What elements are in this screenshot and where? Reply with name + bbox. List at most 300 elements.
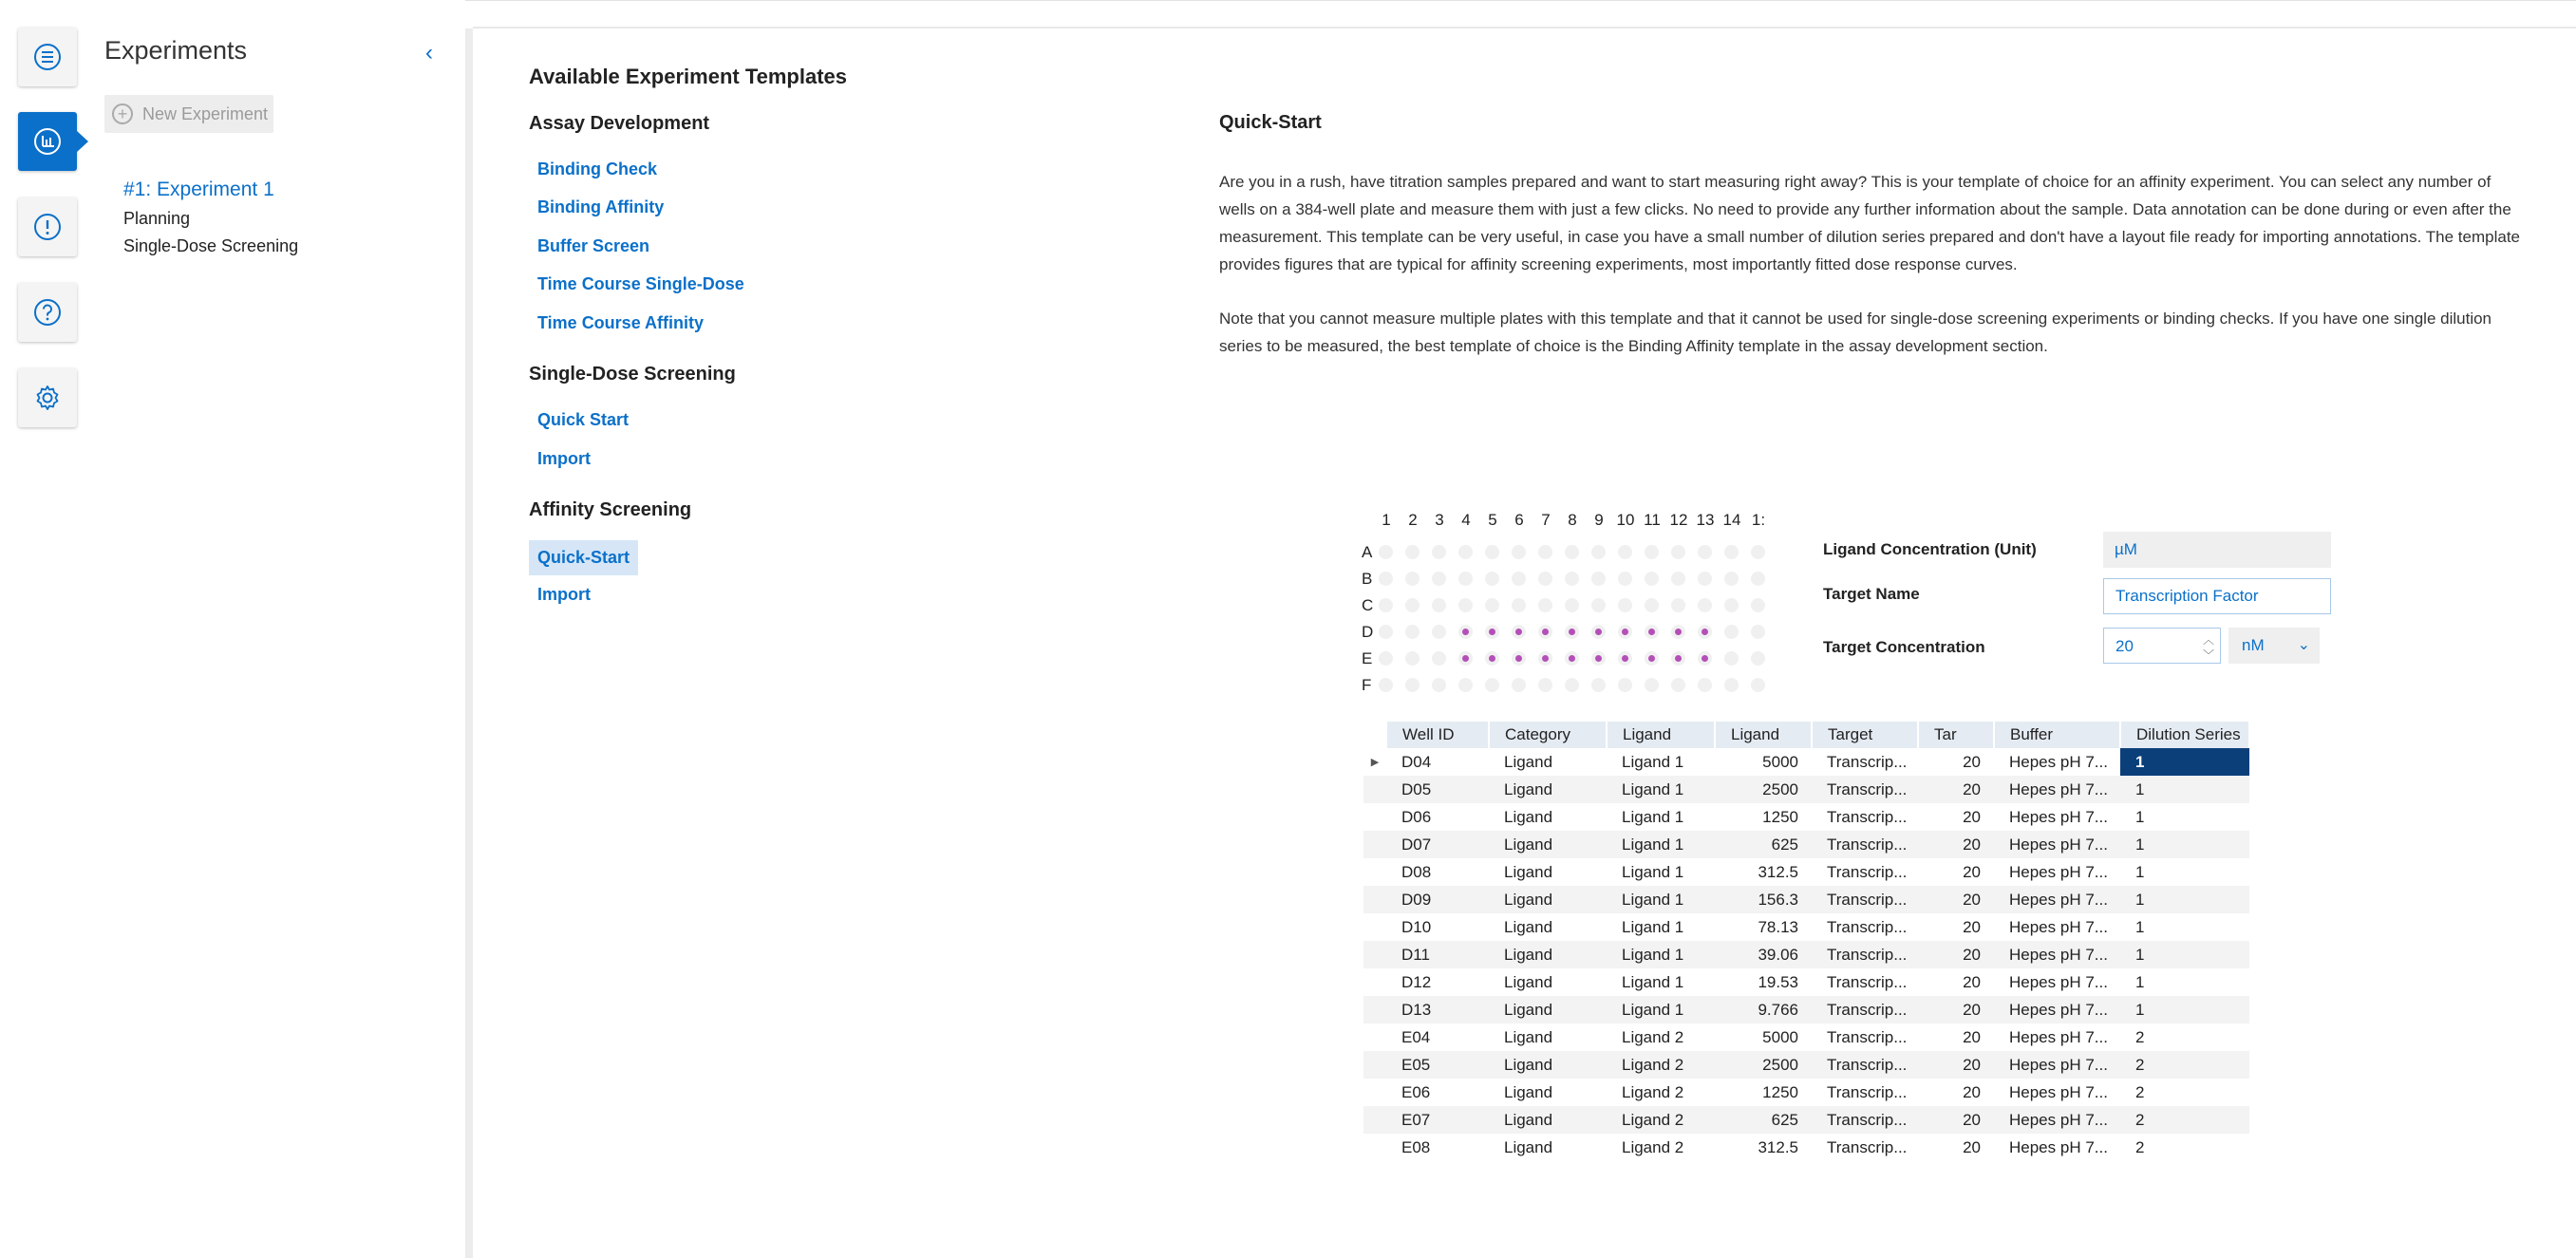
table-cell[interactable]: Transcrip...: [1812, 831, 1918, 858]
table-row[interactable]: [1363, 831, 2249, 858]
table-cell[interactable]: Ligand: [1489, 776, 1607, 803]
table-cell[interactable]: Ligand: [1504, 862, 1553, 881]
col-header-target[interactable]: Target: [1812, 722, 1918, 748]
plate-well[interactable]: [1379, 625, 1393, 639]
plate-well[interactable]: [1458, 651, 1473, 666]
table-cell[interactable]: E04: [1401, 1027, 1431, 1046]
plate-well[interactable]: [1405, 572, 1420, 586]
plate-well[interactable]: [1512, 678, 1526, 692]
plate-well[interactable]: [1405, 598, 1420, 612]
table-cell[interactable]: 1250: [1762, 1082, 1798, 1101]
table-cell[interactable]: Transcrip...: [1812, 776, 1918, 803]
plate-well[interactable]: [1698, 572, 1712, 586]
table-cell[interactable]: 2500: [1715, 1051, 1812, 1079]
plate-well[interactable]: [1698, 545, 1712, 559]
table-cell[interactable]: 625: [1715, 1106, 1812, 1134]
table-cell[interactable]: Ligand 1: [1607, 831, 1715, 858]
table-cell[interactable]: 20: [1918, 996, 1994, 1023]
table-cell[interactable]: Ligand: [1489, 996, 1607, 1023]
plate-well[interactable]: [1698, 678, 1712, 692]
plate-well[interactable]: [1724, 572, 1739, 586]
table-cell[interactable]: Hepes pH 7...: [2009, 1027, 2108, 1046]
plate-well[interactable]: [1618, 598, 1632, 612]
table-cell[interactable]: Hepes pH 7...: [1994, 1051, 2120, 1079]
table-row[interactable]: [1363, 1079, 2249, 1106]
plate-well[interactable]: [1645, 678, 1659, 692]
rail-button-list[interactable]: [18, 28, 77, 86]
table-cell[interactable]: D11: [1386, 941, 1489, 968]
table-cell[interactable]: 20: [1963, 862, 1981, 881]
plate-well[interactable]: [1645, 545, 1659, 559]
row-indicator: [1363, 803, 1386, 831]
table-cell[interactable]: Hepes pH 7...: [2009, 807, 2108, 826]
table-row[interactable]: [1363, 1023, 2249, 1051]
plate-well[interactable]: [1591, 678, 1606, 692]
plate-well[interactable]: [1379, 545, 1393, 559]
row-indicator: [1363, 776, 1386, 803]
plate-column-label: 6: [1514, 511, 1524, 529]
row-indicator: [1363, 1106, 1386, 1134]
table-cell[interactable]: 20: [1963, 807, 1981, 826]
row-indicator: [1363, 886, 1386, 913]
plate-well[interactable]: [1458, 545, 1473, 559]
table-cell[interactable]: Transcrip...: [1812, 886, 1918, 913]
table-cell[interactable]: 1: [2120, 996, 2249, 1023]
table-row[interactable]: [1363, 1051, 2249, 1079]
description-paragraph-1: [1219, 168, 2548, 278]
plate-well[interactable]: [1671, 598, 1685, 612]
table-row[interactable]: [1363, 1134, 2249, 1161]
plate-well[interactable]: [1485, 572, 1499, 586]
table-cell[interactable]: Ligand: [1504, 1082, 1553, 1101]
table-cell[interactable]: D06: [1401, 807, 1432, 826]
experiment-type: Single-Dose Screening: [123, 236, 299, 255]
row-indicator: [1363, 941, 1386, 968]
plate-well[interactable]: [1698, 598, 1712, 612]
plate-column-label: 10: [1616, 511, 1635, 529]
table-cell[interactable]: 1: [2135, 862, 2145, 881]
table-cell[interactable]: Hepes pH 7...: [1994, 996, 2120, 1023]
row-indicator: [1363, 1134, 1386, 1161]
icon-rail: [0, 0, 95, 1258]
table-cell[interactable]: 9.766: [1715, 996, 1812, 1023]
plate-well[interactable]: [1432, 572, 1446, 586]
col-header-ligand[interactable]: Ligand: [1607, 722, 1715, 748]
table-cell[interactable]: D08: [1401, 862, 1432, 881]
plate-well[interactable]: [1458, 598, 1473, 612]
plate-column-label: 1: [1382, 511, 1391, 529]
table-cell[interactable]: 20: [1918, 941, 1994, 968]
table-cell[interactable]: Ligand 1: [1622, 972, 1684, 991]
plate-well[interactable]: [1591, 625, 1606, 639]
plate-well[interactable]: [1618, 545, 1632, 559]
table-cell[interactable]: Ligand 1: [1607, 776, 1715, 803]
plate-well[interactable]: [1645, 625, 1659, 639]
target-name-input[interactable]: Transcription Factor: [2103, 578, 2331, 614]
table-cell[interactable]: 1: [2120, 748, 2249, 776]
table-cell[interactable]: 1: [2135, 917, 2145, 936]
table-cell[interactable]: 312.5: [1758, 862, 1798, 881]
table-cell[interactable]: 1: [2120, 941, 2249, 968]
table-cell[interactable]: E05: [1386, 1051, 1489, 1079]
table-row[interactable]: [1363, 858, 2249, 886]
table-cell[interactable]: E07: [1386, 1106, 1489, 1134]
table-cell[interactable]: D13: [1386, 996, 1489, 1023]
plate-well[interactable]: [1379, 651, 1393, 666]
table-cell[interactable]: Hepes pH 7...: [2009, 862, 2108, 881]
plate-well[interactable]: [1724, 678, 1739, 692]
table-cell[interactable]: 20: [1918, 831, 1994, 858]
template-binding-affinity[interactable]: Binding Affinity: [537, 197, 665, 216]
plate-well[interactable]: [1565, 598, 1579, 612]
table-cell[interactable]: Hepes pH 7...: [2009, 1082, 2108, 1101]
template-time-course-single-dose[interactable]: Time Course Single-Dose: [537, 274, 744, 293]
col-header-category[interactable]: Category: [1489, 722, 1607, 748]
col-header-target-conc[interactable]: Tar: [1918, 722, 1994, 748]
table-cell[interactable]: Ligand 2: [1622, 1027, 1684, 1046]
plate-well[interactable]: [1591, 651, 1606, 666]
description-line: measurement. This template can be very useful, in case you have a small number of dilution series prepared and don't have a layout file ready for importing annotations. The template: [1219, 228, 2520, 246]
table-cell[interactable]: 20: [1963, 752, 1981, 771]
table-cell[interactable]: Transcrip...: [1827, 752, 1908, 771]
plate-well[interactable]: [1671, 572, 1685, 586]
table-cell[interactable]: Hepes pH 7...: [1994, 886, 2120, 913]
table-cell[interactable]: Transcrip...: [1827, 1137, 1908, 1156]
table-cell[interactable]: Ligand: [1489, 941, 1607, 968]
row-indicator: [1363, 968, 1386, 996]
plate-well[interactable]: [1671, 651, 1685, 666]
plate-row-label: F: [1362, 676, 1372, 694]
section-affinity-screening: Affinity Screening: [529, 499, 692, 520]
table-cell[interactable]: Hepes pH 7...: [1994, 831, 2120, 858]
col-header-dilution-series[interactable]: Dilution Series: [2120, 722, 2249, 748]
col-header-ligand-conc[interactable]: Ligand: [1715, 722, 1812, 748]
table-cell[interactable]: 2: [2135, 1137, 2145, 1156]
plate-well[interactable]: [1698, 651, 1712, 666]
plate-well[interactable]: [1405, 651, 1420, 666]
rail-button-help[interactable]: [18, 283, 77, 342]
plate-well[interactable]: [1645, 651, 1659, 666]
target-concentration-label: Target Concentration: [1823, 638, 1985, 656]
plate-well[interactable]: [1432, 651, 1446, 666]
help-icon: [32, 297, 63, 328]
table-cell[interactable]: Ligand 1: [1607, 996, 1715, 1023]
table-cell[interactable]: Transcrip...: [1827, 807, 1908, 826]
plate-column-label: 4: [1461, 511, 1471, 529]
plate-column-label: 2: [1408, 511, 1418, 529]
table-cell[interactable]: 2: [2120, 1051, 2249, 1079]
table-row[interactable]: [1363, 748, 2249, 776]
col-header-well-id[interactable]: Well ID: [1386, 722, 1489, 748]
plate-well[interactable]: [1645, 598, 1659, 612]
table-cell[interactable]: 20: [1963, 1082, 1981, 1101]
table-cell[interactable]: Transcrip...: [1812, 996, 1918, 1023]
panel-divider: [465, 28, 473, 1258]
plate-well[interactable]: [1485, 545, 1499, 559]
table-cell[interactable]: Ligand 1: [1622, 752, 1684, 771]
table-cell[interactable]: D04: [1401, 752, 1432, 771]
table-row[interactable]: [1363, 886, 2249, 913]
table-cell[interactable]: 2: [2120, 1106, 2249, 1134]
table-cell[interactable]: Transcrip...: [1827, 1082, 1908, 1101]
table-cell[interactable]: 1: [2135, 807, 2145, 826]
table-cell[interactable]: 78.13: [1758, 917, 1798, 936]
plate-well[interactable]: [1751, 625, 1765, 639]
template-sds-import[interactable]: Import: [537, 449, 591, 468]
table-cell[interactable]: 20: [1963, 972, 1981, 991]
table-cell[interactable]: 5000: [1762, 1027, 1798, 1046]
plate-well[interactable]: [1538, 598, 1552, 612]
table-row[interactable]: [1363, 776, 2249, 803]
plate-well[interactable]: [1538, 625, 1552, 639]
table-cell[interactable]: Ligand: [1489, 886, 1607, 913]
plate-well[interactable]: [1698, 625, 1712, 639]
template-affinity-import[interactable]: Import: [537, 585, 591, 604]
template-binding-check[interactable]: Binding Check: [537, 160, 658, 178]
plate-well[interactable]: [1671, 545, 1685, 559]
plate-well[interactable]: [1671, 625, 1685, 639]
table-cell[interactable]: Hepes pH 7...: [2009, 1137, 2108, 1156]
chevron-down-icon[interactable]: ﹀: [2202, 648, 2214, 662]
plate-well[interactable]: [1618, 625, 1632, 639]
bar-chart-icon: [32, 126, 63, 157]
plate-well[interactable]: [1671, 678, 1685, 692]
table-cell[interactable]: Hepes pH 7...: [2009, 972, 2108, 991]
table-cell[interactable]: 5000: [1762, 752, 1798, 771]
plate-well[interactable]: [1591, 572, 1606, 586]
plate-well[interactable]: [1565, 572, 1579, 586]
ligand-unit-field[interactable]: µM: [2103, 532, 2331, 568]
table-cell[interactable]: Transcrip...: [1812, 941, 1918, 968]
target-name-label: Target Name: [1823, 585, 1920, 603]
table-cell[interactable]: 39.06: [1715, 941, 1812, 968]
plate-well[interactable]: [1405, 545, 1420, 559]
plate-row-label: B: [1362, 570, 1373, 588]
plate-well[interactable]: [1432, 625, 1446, 639]
table-cell[interactable]: Ligand 1: [1607, 886, 1715, 913]
table-cell[interactable]: Ligand 1: [1622, 807, 1684, 826]
plate-well[interactable]: [1538, 572, 1552, 586]
table-cell[interactable]: 625: [1715, 831, 1812, 858]
plate-column-label: 7: [1541, 511, 1551, 529]
table-header-row: [1363, 722, 2249, 748]
table-cell[interactable]: Transcrip...: [1827, 1027, 1908, 1046]
plate-well[interactable]: [1458, 678, 1473, 692]
plate-well[interactable]: [1645, 572, 1659, 586]
row-pointer-icon: ▶: [1370, 757, 1380, 768]
target-concentration-stepper[interactable]: [2103, 628, 2221, 664]
table-cell[interactable]: Ligand 2: [1607, 1051, 1715, 1079]
table-cell[interactable]: 20: [1918, 886, 1994, 913]
table-cell[interactable]: 20: [1963, 917, 1981, 936]
table-cell[interactable]: 1250: [1762, 807, 1798, 826]
table-cell[interactable]: 156.3: [1715, 886, 1812, 913]
plate-well[interactable]: [1512, 625, 1526, 639]
plate-well[interactable]: [1512, 651, 1526, 666]
template-sds-quick-start[interactable]: Quick Start: [537, 410, 630, 429]
table-cell[interactable]: Ligand: [1504, 917, 1553, 936]
table-cell[interactable]: 1: [2135, 972, 2145, 991]
table-row[interactable]: [1363, 913, 2249, 941]
table-cell[interactable]: 20: [1963, 1027, 1981, 1046]
rail-button-alerts[interactable]: [18, 197, 77, 256]
new-experiment-label: New Experiment: [142, 103, 269, 123]
plate-well[interactable]: [1485, 678, 1499, 692]
table-cell[interactable]: Transcrip...: [1827, 862, 1908, 881]
plate-column-label: 13: [1696, 511, 1715, 529]
plate-row-label: C: [1362, 596, 1374, 614]
table-cell[interactable]: 2: [2135, 1027, 2145, 1046]
table-row[interactable]: [1363, 968, 2249, 996]
table-cell[interactable]: 20: [1918, 1051, 1994, 1079]
table-cell[interactable]: 19.53: [1758, 972, 1798, 991]
table-cell[interactable]: Ligand 2: [1622, 1137, 1684, 1156]
template-affinity-quick-start[interactable]: Quick-Start: [529, 540, 638, 575]
table-cell[interactable]: Ligand: [1504, 807, 1553, 826]
plate-well[interactable]: [1618, 572, 1632, 586]
plate-well[interactable]: [1432, 598, 1446, 612]
template-buffer-screen[interactable]: Buffer Screen: [537, 236, 650, 255]
plate-well[interactable]: [1565, 678, 1579, 692]
table-cell[interactable]: Hepes pH 7...: [1994, 776, 2120, 803]
table-cell[interactable]: Hepes pH 7...: [1994, 1106, 2120, 1134]
well-annotation-table[interactable]: [1363, 722, 2250, 1161]
table-cell[interactable]: Ligand 2: [1622, 1082, 1684, 1101]
table-row[interactable]: [1363, 996, 2249, 1023]
table-cell[interactable]: Transcrip...: [1812, 1051, 1918, 1079]
table-cell[interactable]: Ligand: [1489, 831, 1607, 858]
target-concentration-unit: nM: [2242, 636, 2265, 654]
table-cell[interactable]: Hepes pH 7...: [2009, 752, 2108, 771]
experiment-name[interactable]: #1: Experiment 1: [123, 178, 274, 200]
plate-row-label: A: [1362, 543, 1373, 561]
table-cell[interactable]: D09: [1386, 886, 1489, 913]
table-cell[interactable]: 20: [1918, 776, 1994, 803]
plate-well[interactable]: [1485, 598, 1499, 612]
plate-column-label: 11: [1644, 511, 1661, 529]
table-cell[interactable]: E08: [1401, 1137, 1431, 1156]
rail-button-settings[interactable]: [18, 368, 77, 427]
chevron-up-icon[interactable]: ︿: [2202, 633, 2214, 647]
plate-well[interactable]: [1432, 678, 1446, 692]
table-cell[interactable]: Ligand 1: [1622, 917, 1684, 936]
plate-well[interactable]: [1432, 545, 1446, 559]
plate-well[interactable]: [1751, 572, 1765, 586]
plate-well[interactable]: [1724, 651, 1739, 666]
plate-well[interactable]: [1751, 651, 1765, 666]
ligand-unit-label: Ligand Concentration (Unit): [1823, 540, 2037, 558]
table-cell[interactable]: 1: [2120, 831, 2249, 858]
new-experiment-button[interactable]: [104, 95, 273, 133]
plate-well[interactable]: [1591, 598, 1606, 612]
table-cell[interactable]: Ligand 1: [1607, 941, 1715, 968]
plate-well[interactable]: [1512, 572, 1526, 586]
table-cell[interactable]: 2500: [1715, 776, 1812, 803]
table-cell[interactable]: D10: [1401, 917, 1432, 936]
plate-well[interactable]: [1405, 678, 1420, 692]
gear-icon: [32, 383, 63, 413]
plate-well[interactable]: [1618, 651, 1632, 666]
table-cell[interactable]: 20: [1963, 1137, 1981, 1156]
table-cell[interactable]: Ligand: [1504, 1027, 1553, 1046]
template-time-course-affinity[interactable]: Time Course Affinity: [537, 313, 705, 332]
plate-well[interactable]: [1379, 598, 1393, 612]
table-cell[interactable]: Ligand: [1504, 1137, 1553, 1156]
plate-column-label: 14: [1722, 511, 1741, 529]
plate-well[interactable]: [1458, 625, 1473, 639]
plate-well[interactable]: [1618, 678, 1632, 692]
row-indicator: [1363, 1051, 1386, 1079]
plate-column-label: 12: [1669, 511, 1688, 529]
alert-icon: [32, 212, 63, 242]
table-cell[interactable]: D05: [1386, 776, 1489, 803]
plate-well[interactable]: [1379, 678, 1393, 692]
plate-well[interactable]: [1724, 625, 1739, 639]
chevron-left-icon[interactable]: ‹: [425, 40, 433, 66]
table-cell[interactable]: Ligand: [1489, 1051, 1607, 1079]
table-cell[interactable]: 1: [2120, 886, 2249, 913]
plate-well[interactable]: [1485, 625, 1499, 639]
plate-well[interactable]: [1724, 598, 1739, 612]
plate-well[interactable]: [1458, 572, 1473, 586]
plate-column-label: 9: [1594, 511, 1604, 529]
table-cell[interactable]: 20: [1918, 1106, 1994, 1134]
table-cell[interactable]: 1: [2120, 776, 2249, 803]
table-cell[interactable]: Ligand: [1489, 1106, 1607, 1134]
table-row[interactable]: [1363, 803, 2249, 831]
table-cell[interactable]: D07: [1386, 831, 1489, 858]
chevron-down-icon: ⌄: [2297, 637, 2310, 653]
plate-well[interactable]: [1379, 572, 1393, 586]
plate-well[interactable]: [1751, 545, 1765, 559]
plate-well[interactable]: [1565, 545, 1579, 559]
plate-well[interactable]: [1538, 651, 1552, 666]
row-indicator: [1363, 1023, 1386, 1051]
table-cell[interactable]: 312.5: [1758, 1137, 1798, 1156]
table-cell[interactable]: Hepes pH 7...: [1994, 941, 2120, 968]
plate-well[interactable]: [1724, 545, 1739, 559]
plate-well[interactable]: [1591, 545, 1606, 559]
plate-well[interactable]: [1405, 625, 1420, 639]
table-cell[interactable]: Ligand: [1504, 752, 1553, 771]
table-cell[interactable]: Transcrip...: [1812, 1106, 1918, 1134]
plate-well[interactable]: [1565, 651, 1579, 666]
col-header-buffer[interactable]: Buffer: [1994, 722, 2120, 748]
table-row[interactable]: [1363, 941, 2249, 968]
table-cell[interactable]: Transcrip...: [1827, 917, 1908, 936]
plate-well[interactable]: [1538, 678, 1552, 692]
table-cell[interactable]: 2: [2135, 1082, 2145, 1101]
table-cell[interactable]: Hepes pH 7...: [2009, 917, 2108, 936]
target-concentration-unit-select[interactable]: [2228, 628, 2320, 664]
plate-well[interactable]: [1751, 678, 1765, 692]
table-cell[interactable]: D12: [1401, 972, 1432, 991]
table-cell[interactable]: Ligand 1: [1622, 862, 1684, 881]
table-cell[interactable]: E06: [1401, 1082, 1431, 1101]
plate-well[interactable]: [1485, 651, 1499, 666]
table-cell[interactable]: Ligand: [1504, 972, 1553, 991]
plate-well[interactable]: [1565, 625, 1579, 639]
panel-title: Experiments: [104, 36, 248, 65]
plate-well[interactable]: [1512, 545, 1526, 559]
table-cell[interactable]: Ligand 2: [1607, 1106, 1715, 1134]
plate-well[interactable]: [1751, 598, 1765, 612]
table-cell[interactable]: Transcrip...: [1827, 972, 1908, 991]
plate-well[interactable]: [1538, 545, 1552, 559]
rail-button-experiments[interactable]: [18, 112, 77, 171]
table-row[interactable]: [1363, 1106, 2249, 1134]
plate-well[interactable]: [1512, 598, 1526, 612]
